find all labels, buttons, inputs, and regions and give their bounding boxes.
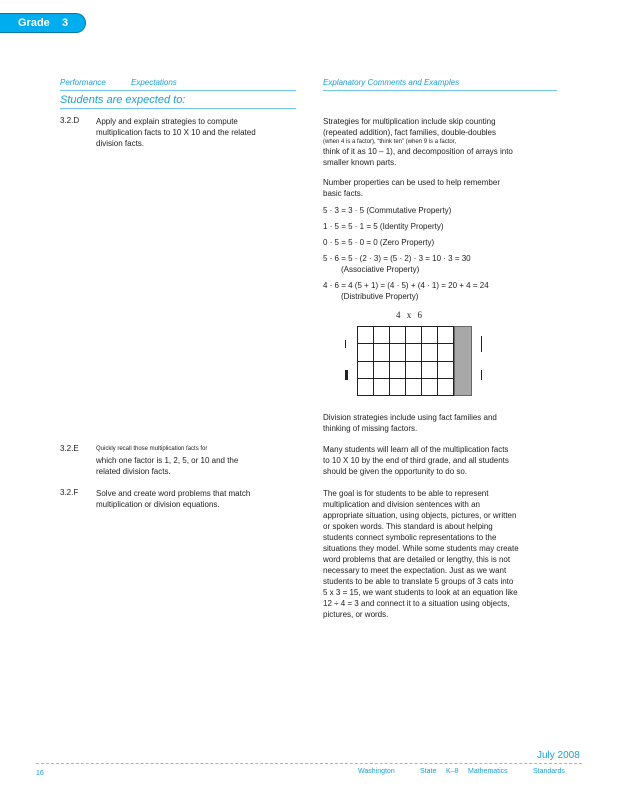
grade-label: Grade <box>18 17 50 29</box>
commutative-property: 5 · 3 = 3 · 5 (Commutative Property) <box>323 206 452 215</box>
text-line: think of it as 10 – 1), and decomposition of arrays into <box>323 147 513 156</box>
text-line: (repeated addition), fact families, double-doubles <box>323 128 496 137</box>
text-line: or spoken words. This standard is about helping <box>323 522 493 531</box>
text-line: smaller known parts. <box>323 158 397 167</box>
text-line: Division strategies include using fact families and <box>323 413 497 422</box>
text-line: multiplication or division equations. <box>96 500 220 509</box>
performance-header: Performance <box>60 78 106 87</box>
text-line: Strategies for multiplication include skip counting <box>323 117 496 126</box>
text-line: division facts. <box>96 139 145 148</box>
text-line: basic facts. <box>323 189 364 198</box>
text-line: Quickly recall those multiplication facts for <box>96 446 208 452</box>
text-line: Number properties can be used to help remember <box>323 178 500 187</box>
item-code-3-2-f: 3.2.F <box>60 488 79 497</box>
text-line: Solve and create word problems that match <box>96 489 251 498</box>
identity-property: 1 · 5 = 5 · 1 = 5 (Identity Property) <box>323 222 444 231</box>
footer-rule <box>36 763 582 764</box>
text-line: related division facts. <box>96 467 171 476</box>
footer-date: July 2008 <box>537 750 580 761</box>
grade-number: 3 <box>62 17 69 29</box>
text-line: 12 ÷ 4 = 3 and connect it to a situation using objects, <box>323 599 510 608</box>
grade-tab <box>0 13 86 33</box>
text-line: multiplication facts to 10 X 10 and the related <box>96 128 256 137</box>
text-line: Apply and explain strategies to compute <box>96 117 238 126</box>
text-line: (when 4 is a factor), “think ten” (when 9 is a factor, <box>323 139 457 145</box>
number-properties-text <box>323 177 563 199</box>
footer-state: State <box>420 768 437 775</box>
item-code-3-2-e: 3.2.E <box>60 444 79 453</box>
distributive-property-label: (Distributive Property) <box>341 292 419 301</box>
associative-example: 5 · 6 = 5 · (2 · 3) = (5 · 2) · 3 = 10 · 3 = 30 <box>323 254 471 263</box>
text-line: necessary to meet the expectation. Just as we want <box>323 566 507 575</box>
right-header-rule <box>323 90 557 91</box>
explanation-3-2-f <box>323 488 563 620</box>
text-line: which one factor is 1, 2, 5, or 10 and the <box>96 456 239 465</box>
grid-right-mark-bottom <box>481 370 484 380</box>
item-3-2-e-text <box>96 444 238 477</box>
left-header-rule <box>60 90 296 91</box>
explanation-3-2-e <box>323 444 563 477</box>
text-line: pictures, or words. <box>323 610 389 619</box>
footer-mathematics: Mathematics <box>468 768 508 775</box>
distributive-example: 4 · 6 = 4 (5 + 1) = (4 · 5) + (4 · 1) = 20 + 4 = 24 <box>323 281 489 290</box>
grid-left-mark-top <box>345 340 349 348</box>
text-line: multiplication and division sentences with an <box>323 500 480 509</box>
array-4x6-grid <box>357 326 473 397</box>
students-expected-heading: Students are expected to: <box>60 94 186 106</box>
grid-shaded-column <box>454 326 472 396</box>
text-line: students to be able to translate 5 groups of 3 cats into <box>323 577 514 586</box>
zero-property: 0 · 5 = 5 · 0 = 0 (Zero Property) <box>323 238 435 247</box>
left-subheader-rule <box>60 108 296 109</box>
text-line: students connect symbolic representations to the <box>323 533 497 542</box>
text-line: to 10 X 10 by the end of third grade, and all students <box>323 456 509 465</box>
explanation-3-2-d-strategies <box>323 116 563 168</box>
grid-right-mark-top <box>481 336 484 352</box>
text-line: The goal is for students to be able to represent <box>323 489 489 498</box>
text-line: appropriate situation, using objects, pictures, or written <box>323 511 517 520</box>
footer-standards: Standards <box>533 768 565 775</box>
grid-left-mark-bottom <box>345 370 348 380</box>
division-strategies-text <box>323 412 563 434</box>
associative-property-label: (Associative Property) <box>341 265 420 274</box>
item-code-3-2-d: 3.2.D <box>60 116 80 125</box>
text-line: 5 x 3 = 15, we want students to look at an equation like <box>323 588 518 597</box>
item-3-2-d-text <box>96 116 256 149</box>
item-3-2-f-text <box>96 488 250 510</box>
text-line: word problems that are detailed or lengthy, this is not <box>323 555 511 564</box>
text-line: situations they model. While some students may create <box>323 544 519 553</box>
explanatory-header: Explanatory Comments and Examples <box>323 78 460 87</box>
text-line: thinking of missing factors. <box>323 424 418 433</box>
footer-k8: K–8 <box>446 768 459 775</box>
text-line: should be given the opportunity to do so. <box>323 467 468 476</box>
expectations-header: Expectations <box>131 78 177 87</box>
text-line: Many students will learn all of the multiplication facts <box>323 445 509 454</box>
footer-washington: Washington <box>358 768 395 775</box>
footer-page-number: 16 <box>36 770 44 777</box>
grid-title: 4 x 6 <box>396 310 424 320</box>
